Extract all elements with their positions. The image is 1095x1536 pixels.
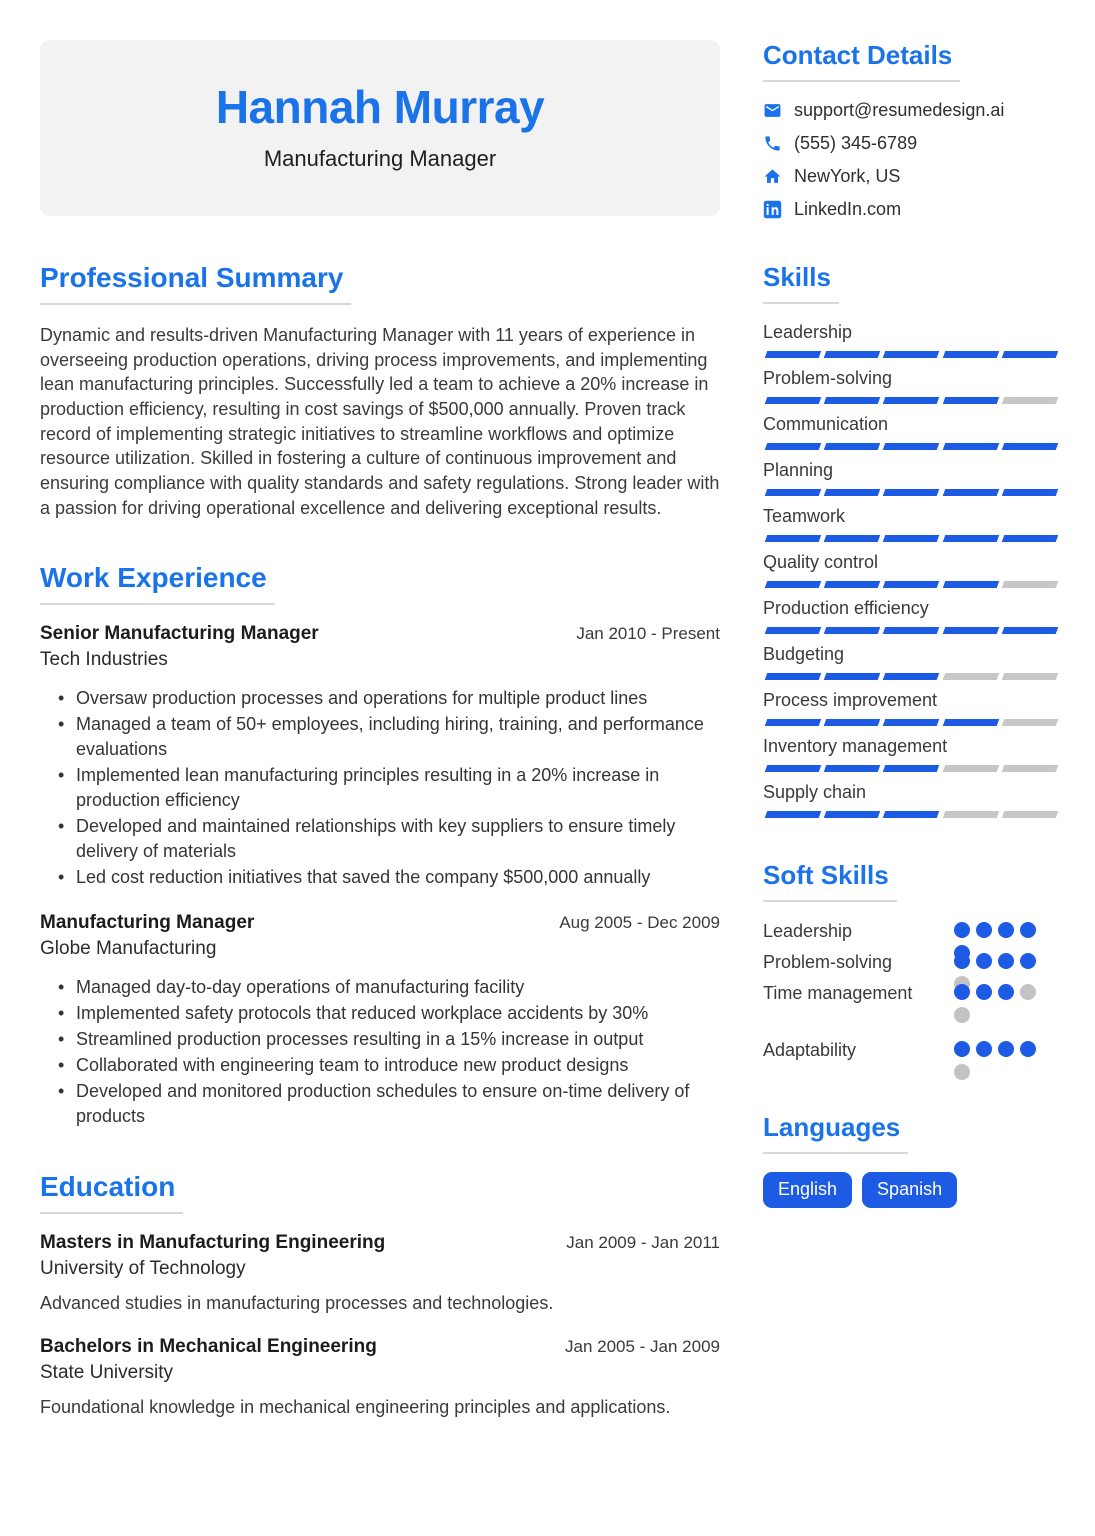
soft-skill-dot-filled	[998, 922, 1014, 938]
skill-segment-filled	[1002, 489, 1059, 496]
contact-text: support@resumedesign.ai	[794, 100, 1005, 120]
skill-segment-filled	[883, 489, 940, 496]
job-bullet: • Collaborated with engineering team to introduce new product designs	[40, 1053, 720, 1078]
soft-skills-heading: Soft Skills	[763, 860, 897, 902]
person-job-title: Manufacturing Manager	[263, 146, 497, 171]
skill-level-bar	[763, 765, 1060, 772]
skill-segment-filled	[942, 627, 999, 634]
skill-segment-filled	[883, 351, 940, 358]
skill-item	[763, 644, 1060, 680]
skill-name: Quality control	[763, 552, 879, 572]
soft-skill-dot-filled	[976, 984, 992, 1000]
soft-skill-dot-empty	[1020, 984, 1036, 1000]
education-entry	[40, 1336, 720, 1418]
skill-name: Teamwork	[763, 506, 846, 526]
education-list	[40, 1232, 720, 1418]
skill-segment-filled	[765, 351, 822, 358]
skill-item	[763, 736, 1060, 772]
soft-skill-dot-filled	[954, 1041, 970, 1057]
soft-skill-dots	[954, 982, 1040, 1023]
job-entry	[40, 623, 720, 890]
skill-segment-empty	[942, 765, 999, 772]
skill-segment-empty	[1002, 765, 1059, 772]
skill-segment-filled	[942, 489, 999, 496]
skills-heading: Skills	[763, 262, 839, 304]
skill-item	[763, 460, 1060, 496]
skill-segment-filled	[1002, 627, 1059, 634]
skill-name: Budgeting	[763, 644, 845, 664]
skill-segment-filled	[765, 489, 822, 496]
skill-level-bar	[763, 811, 1060, 818]
section-education	[40, 1171, 720, 1418]
skill-segment-filled	[883, 581, 940, 588]
skill-segment-filled	[942, 351, 999, 358]
soft-skill-item	[763, 1039, 1060, 1070]
degree-title: Masters in Manufacturing Engineering	[40, 1232, 386, 1254]
skill-name: Planning	[763, 460, 834, 480]
skill-segment-filled	[824, 489, 881, 496]
skill-segment-filled	[883, 397, 940, 404]
skill-segment-filled	[883, 673, 940, 680]
soft-skill-name: Adaptability	[763, 1040, 857, 1060]
contact-item[interactable]	[763, 199, 1060, 220]
job-bullet: • Managed a team of 50+ employees, including hiring, training, and performance evaluations	[40, 712, 720, 762]
skill-segment-filled	[765, 719, 822, 726]
skill-segment-filled	[765, 627, 822, 634]
skill-level-bar	[763, 535, 1060, 542]
skill-segment-filled	[765, 581, 822, 588]
education-description: Advanced studies in manufacturing processes and technologies.	[40, 1293, 554, 1314]
soft-skill-dot-filled	[998, 1041, 1014, 1057]
header-card	[40, 40, 720, 216]
contact-text: LinkedIn.com	[794, 199, 902, 219]
skill-segment-filled	[824, 627, 881, 634]
job-title: Manufacturing Manager	[40, 912, 255, 934]
skill-segment-filled	[765, 765, 822, 772]
soft-skill-dot-filled	[976, 922, 992, 938]
job-bullet: • Developed and maintained relationships with key suppliers to ensure timely delivery of materials	[40, 814, 720, 864]
section-skills	[763, 262, 1060, 818]
skill-segment-filled	[824, 581, 881, 588]
soft-skill-dot-filled	[1020, 922, 1036, 938]
skill-level-bar	[763, 397, 1060, 404]
language-list	[763, 1172, 1060, 1208]
skill-item	[763, 782, 1060, 818]
skill-level-bar	[763, 673, 1060, 680]
skill-level-bar	[763, 489, 1060, 496]
education-dates: Jan 2009 - Jan 2011	[566, 1233, 720, 1253]
skill-segment-filled	[824, 673, 881, 680]
contact-text: (555) 345-6789	[794, 133, 918, 153]
person-name: Hannah Murray	[215, 81, 545, 133]
job-bullet-list	[40, 686, 720, 890]
soft-skill-name: Problem-solving	[763, 952, 893, 972]
skill-name: Leadership	[763, 322, 853, 342]
contact-item[interactable]	[763, 100, 1060, 121]
soft-skill-item	[763, 920, 1060, 951]
experience-heading: Work Experience	[40, 562, 275, 605]
contact-text: NewYork, US	[794, 166, 901, 186]
skill-item	[763, 368, 1060, 404]
skill-segment-filled	[883, 811, 940, 818]
skill-item	[763, 690, 1060, 726]
soft-skill-dot-filled	[976, 953, 992, 969]
skill-segment-filled	[824, 719, 881, 726]
skill-item	[763, 598, 1060, 634]
job-title: Senior Manufacturing Manager	[40, 623, 319, 645]
job-bullet: • Led cost reduction initiatives that saved the company $500,000 annually	[40, 865, 720, 890]
soft-skill-dot-filled	[998, 984, 1014, 1000]
skill-segment-filled	[824, 351, 881, 358]
education-dates: Jan 2005 - Jan 2009	[564, 1337, 720, 1357]
language-pill[interactable]: Spanish	[862, 1172, 957, 1208]
soft-skill-dots	[954, 1039, 1040, 1080]
soft-skill-dot-filled	[954, 984, 970, 1000]
main-column	[40, 40, 720, 1460]
contact-item[interactable]	[763, 166, 1060, 187]
skill-name: Problem-solving	[763, 368, 893, 388]
soft-skills-list	[763, 920, 1060, 1070]
skill-item	[763, 506, 1060, 542]
skill-level-bar	[763, 443, 1060, 450]
email-icon	[763, 101, 782, 120]
skill-segment-filled	[765, 535, 822, 542]
education-entry	[40, 1232, 720, 1314]
skill-segment-empty	[1002, 673, 1059, 680]
phone-icon	[763, 134, 782, 153]
skill-level-bar	[763, 627, 1060, 634]
job-bullet: • Streamlined production processes resulting in a 15% increase in output	[40, 1027, 720, 1052]
skill-segment-filled	[824, 397, 881, 404]
skill-name: Inventory management	[763, 736, 948, 756]
section-languages	[763, 1112, 1060, 1208]
linkedin-icon	[763, 200, 782, 219]
skill-segment-filled	[824, 443, 881, 450]
job-bullet: • Managed day-to-day operations of manufacturing facility	[40, 975, 720, 1000]
skill-segment-filled	[883, 719, 940, 726]
skill-segment-filled	[765, 811, 822, 818]
skill-segment-empty	[942, 811, 999, 818]
soft-skill-item	[763, 951, 1060, 982]
skill-segment-filled	[942, 581, 999, 588]
skill-segment-filled	[883, 627, 940, 634]
job-dates: Aug 2005 - Dec 2009	[559, 913, 720, 933]
education-heading: Education	[40, 1171, 183, 1214]
school-name: University of Technology	[40, 1258, 246, 1280]
soft-skill-dot-filled	[1020, 1041, 1036, 1057]
skill-segment-filled	[883, 443, 940, 450]
soft-skill-dot-filled	[976, 1041, 992, 1057]
skill-segment-filled	[765, 397, 822, 404]
skill-segment-filled	[942, 397, 999, 404]
skill-level-bar	[763, 581, 1060, 588]
job-bullet: • Implemented safety protocols that reduced workplace accidents by 30%	[40, 1001, 720, 1026]
job-company: Tech Industries	[40, 649, 168, 671]
degree-title: Bachelors in Mechanical Engineering	[40, 1336, 377, 1358]
job-company: Globe Manufacturing	[40, 938, 217, 960]
skill-segment-filled	[824, 765, 881, 772]
skill-name: Production efficiency	[763, 598, 929, 618]
summary-text: Dynamic and results-driven Manufacturing Manager with 11 years of experience in overseeing production operations, driving process improvements, and implementing lean manufacturing principles. Successfully led a team to achieve a 20% increase in production efficiency, resulting in cost savings of $500,000 annually. Proven track record of implementing strategic initiatives to streamline workflows and optimize resource utilization. Skilled in fostering a culture of continuous improvement and ensuring compliance with quality standards and safety regulations. Strong leader with a passion for driving operational excellence and delivering exceptional results.	[40, 325, 720, 518]
skill-name: Communication	[763, 414, 889, 434]
soft-skill-item	[763, 982, 1060, 1013]
job-bullet-list	[40, 975, 720, 1129]
job-bullet: • Oversaw production processes and operations for multiple product lines	[40, 686, 720, 711]
skill-segment-filled	[883, 535, 940, 542]
contact-item[interactable]	[763, 133, 1060, 154]
skill-segment-empty	[1002, 811, 1059, 818]
skill-segment-filled	[765, 443, 822, 450]
job-bullet: • Developed and monitored production schedules to ensure on-time delivery of products	[40, 1079, 720, 1129]
skill-segment-filled	[824, 811, 881, 818]
skill-segment-empty	[1002, 581, 1059, 588]
soft-skill-dot-empty	[954, 1064, 970, 1080]
soft-skill-dot-filled	[954, 953, 970, 969]
skill-segment-empty	[1002, 397, 1059, 404]
languages-heading: Languages	[763, 1112, 908, 1154]
home-icon	[763, 167, 782, 186]
skill-item	[763, 552, 1060, 588]
skill-segment-filled	[1002, 535, 1059, 542]
soft-skill-dot-empty	[954, 1007, 970, 1023]
skill-segment-filled	[942, 443, 999, 450]
contact-heading: Contact Details	[763, 40, 960, 82]
language-pill[interactable]: English	[763, 1172, 852, 1208]
skill-segment-filled	[942, 535, 999, 542]
skill-segment-filled	[765, 673, 822, 680]
job-entry	[40, 912, 720, 1129]
skill-segment-filled	[942, 719, 999, 726]
soft-skill-dot-filled	[1020, 953, 1036, 969]
skill-level-bar	[763, 351, 1060, 358]
soft-skill-dot-filled	[954, 922, 970, 938]
soft-skill-dot-filled	[998, 953, 1014, 969]
skill-item	[763, 414, 1060, 450]
job-list	[40, 623, 720, 1129]
skill-segment-filled	[824, 535, 881, 542]
section-soft-skills	[763, 860, 1060, 1070]
section-professional-summary	[40, 262, 720, 520]
sidebar	[763, 40, 1060, 1460]
skill-segment-filled	[883, 765, 940, 772]
contact-list	[763, 100, 1060, 220]
school-name: State University	[40, 1362, 174, 1384]
skill-level-bar	[763, 719, 1060, 726]
skills-list	[763, 322, 1060, 818]
skill-segment-filled	[1002, 443, 1059, 450]
skill-segment-filled	[1002, 351, 1059, 358]
skill-segment-empty	[1002, 719, 1059, 726]
skill-name: Process improvement	[763, 690, 938, 710]
soft-skill-name: Leadership	[763, 921, 853, 941]
skill-name: Supply chain	[763, 782, 867, 802]
job-bullet: • Implemented lean manufacturing principles resulting in a 20% increase in production efficiency	[40, 763, 720, 813]
soft-skill-name: Time management	[763, 983, 913, 1003]
job-dates: Jan 2010 - Present	[576, 624, 720, 644]
skill-segment-empty	[942, 673, 999, 680]
section-work-experience	[40, 562, 720, 1129]
education-description: Foundational knowledge in mechanical engineering principles and applications.	[40, 1397, 671, 1418]
section-contact-details	[763, 40, 1060, 220]
summary-heading: Professional Summary	[40, 262, 351, 305]
skill-item	[763, 322, 1060, 358]
